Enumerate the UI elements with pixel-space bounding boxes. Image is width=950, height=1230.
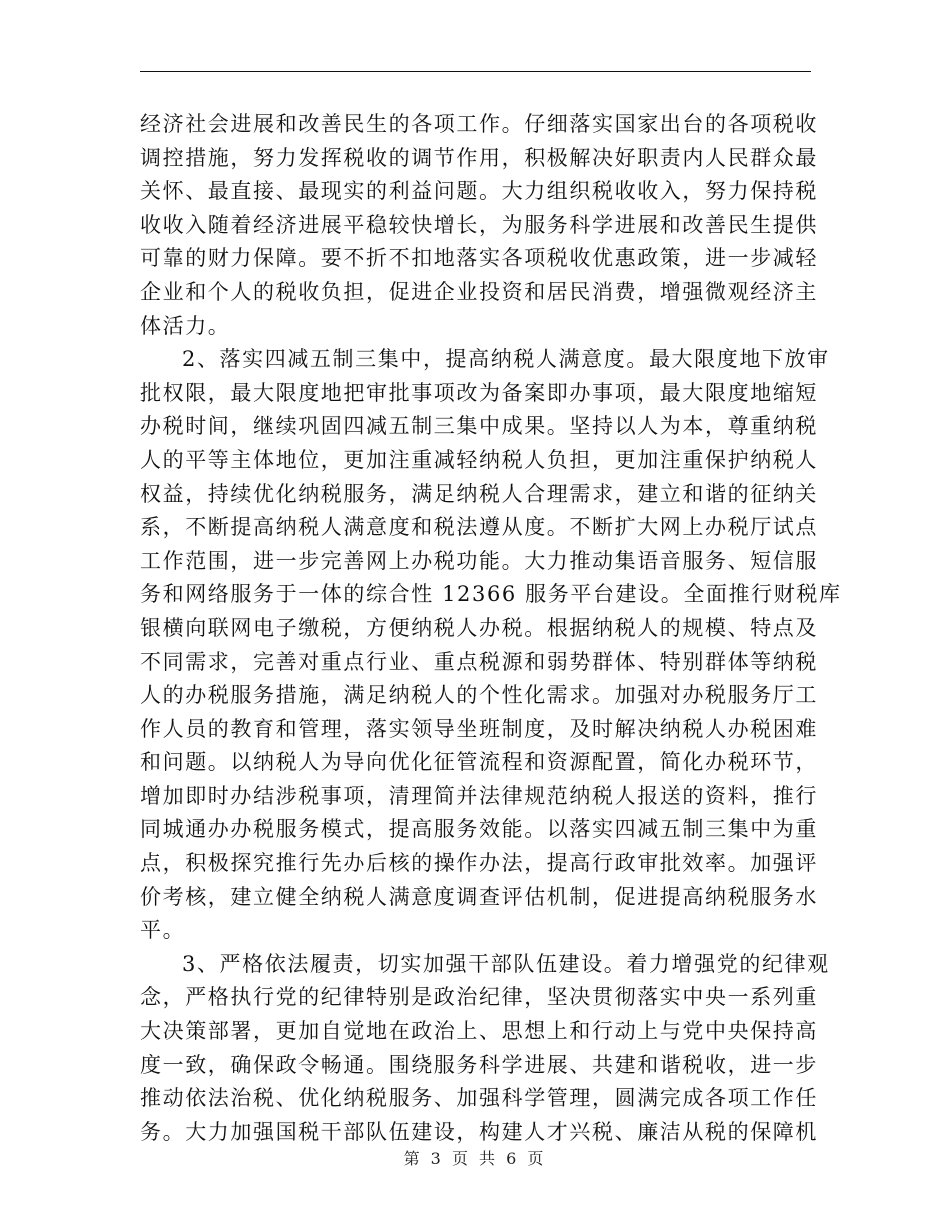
header-rule (140, 71, 811, 72)
text-line: 大决策部署，更加自觉地在政治上、思想上和行动上与党中央保持高 (140, 1019, 818, 1044)
text-line: 体活力。 (140, 313, 231, 338)
text-line: 作人员的教育和管理，落实领导坐班制度，及时解决纳税人办税困难 (140, 716, 818, 741)
text-line: 增加即时办结涉税事项，清理简并法律规范纳税人报送的资料，推行 (140, 783, 818, 808)
text-line: 同城通办办税服务模式，提高服务效能。以落实四减五制三集中为重 (140, 817, 818, 842)
text-line: 推动依法治税、优化纳税服务、加强科学管理，圆满完成各项工作任 (140, 1086, 818, 1111)
text-line: 务和网络服务于一体的综合性 12366 服务平台建设。全面推行财税库 (140, 582, 842, 607)
text-line: 点，积极探究推行先办后核的操作办法，提高行政审批效率。加强评 (140, 851, 818, 876)
text-line: 价考核，建立健全纳税人满意度调查评估机制，促进提高纳税服务水 (140, 884, 818, 909)
text-line: 务。大力加强国税干部队伍建设，构建人才兴税、廉洁从税的保障机 (140, 1119, 818, 1144)
text-line: 办税时间，继续巩固四减五制三集中成果。坚持以人为本，尊重纳税 (140, 414, 818, 439)
text-line: 可靠的财力保障。要不折不扣地落实各项税收优惠政策，进一步减轻 (140, 246, 818, 271)
text-line: 3、严格依法履责，切实加强干部队伍建设。着力增强党的纪律观 (182, 951, 830, 976)
text-line: 平。 (140, 918, 186, 943)
text-line: 不同需求，完善对重点行业、重点税源和弱势群体、特别群体等纳税 (140, 649, 818, 674)
text-line: 经济社会进展和改善民生的各项工作。仔细落实国家出台的各项税收 (140, 112, 818, 136)
text-line: 念，严格执行党的纪律特别是政治纪律，坚决贯彻落实中央一系列重 (140, 985, 818, 1010)
text-line: 关怀、最直接、最现实的利益问题。大力组织税收收入，努力保持税 (140, 179, 818, 204)
body-text (140, 108, 842, 1149)
text-line: 调控措施，努力发挥税收的调节作用，积极解决好职责内人民群众最 (140, 145, 818, 170)
text-line: 2、落实四减五制三集中，提高纳税人满意度。最大限度地下放审 (182, 347, 830, 372)
text-line: 批权限，最大限度地把审批事项改为备案即办事项，最大限度地缩短 (140, 380, 818, 405)
text-line: 收收入随着经济进展平稳较快增长，为服务科学进展和改善民生提供 (140, 212, 818, 237)
text-line: 系，不断提高纳税人满意度和税法遵从度。不断扩大网上办税厅试点 (140, 515, 818, 540)
text-line: 权益，持续优化纳税服务，满足纳税人合理需求，建立和谐的征纳关 (140, 481, 818, 506)
text-line: 人的办税服务措施，满足纳税人的个性化需求。加强对办税服务厅工 (140, 683, 818, 708)
text-line: 企业和个人的税收负担，促进企业投资和居民消费，增强微观经济主 (140, 279, 818, 304)
text-line: 工作范围，进一步完善网上办税功能。大力推动集语音服务、短信服 (140, 548, 818, 573)
text-line: 人的平等主体地位，更加注重减轻纳税人负担，更加注重保护纳税人 (140, 447, 818, 472)
text-line: 银横向联网电子缴税，方便纳税人办税。根据纳税人的规模、特点及 (140, 615, 818, 640)
text-line: 度一致，确保政令畅通。围绕服务科学进展、共建和谐税收，进一步 (140, 1052, 818, 1077)
text-line: 和问题。以纳税人为导向优化征管流程和资源配置，简化办税环节， (140, 750, 818, 775)
page-footer: 第 3 页 共 6 页 (403, 1149, 547, 1168)
